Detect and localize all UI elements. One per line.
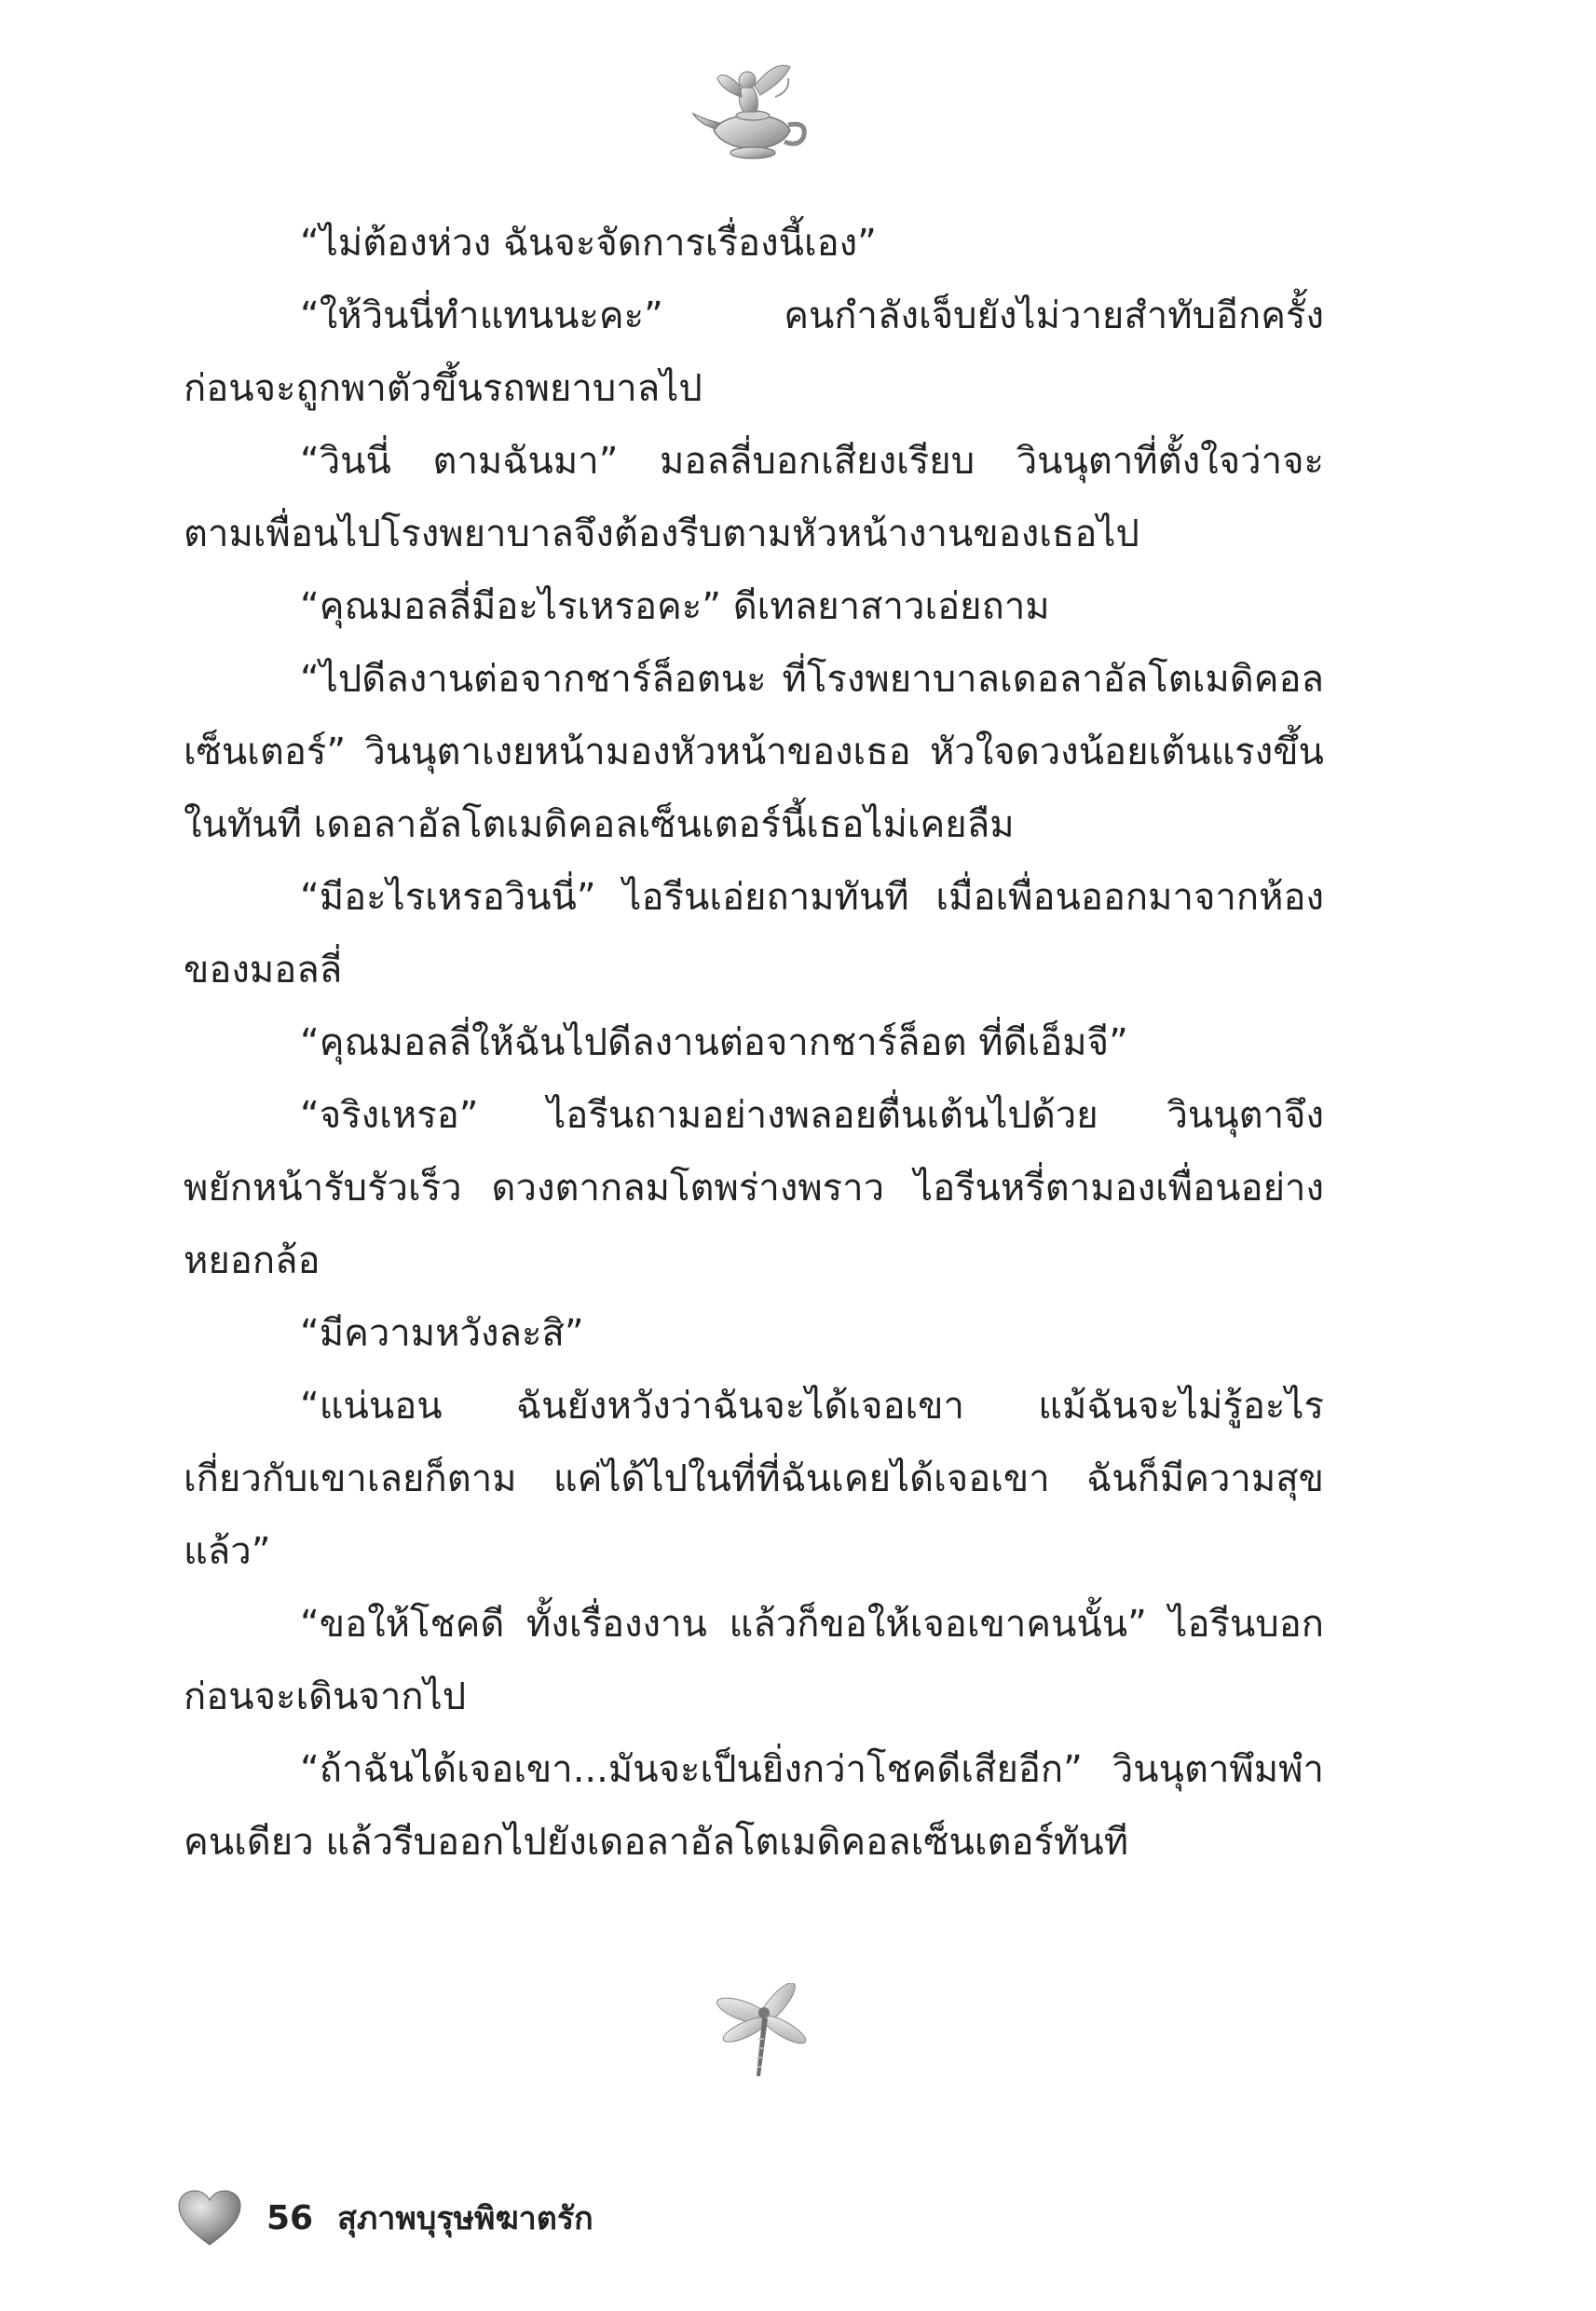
- dragonfly-icon: [710, 1983, 812, 2085]
- paragraph-line: ในทันที เดอลาอัลโตเมดิคอลเซ็นเตอร์นี้เธอไม่เคยลืม: [184, 803, 1015, 846]
- paragraph-line: เซ็นเตอร์” วินนุตาเงยหน้ามองหัวหน้าของเธอ หัวใจดวงน้อยเต้นแรงขึ้น: [184, 731, 1324, 773]
- paragraph-line: “จริงเหรอ” ไอรีนถามอย่างพลอยตื่นเต้นไปด้วย วินนุตาจึง: [300, 1094, 1324, 1137]
- cupid-on-teapot-icon: [686, 54, 816, 166]
- paragraph-line: “มีอะไรเหรอวินนี่” ไอรีนเอ่ยถามทันที เมื่อเพื่อนออกมาจากห้อง: [300, 876, 1324, 919]
- paragraph-line: “ไม่ต้องห่วง ฉันจะจัดการเรื่องนี้เอง”: [300, 222, 877, 265]
- paragraph-line: “ถ้าฉันได้เจอเขา...มันจะเป็นยิ่งกว่าโชคดีเสียอีก” วินนุตาพึมพำ: [300, 1748, 1324, 1791]
- paragraph-line: เกี่ยวกับเขาเลยก็ตาม แค่ได้ไปในที่ที่ฉันเคยได้เจอเขา ฉันก็มีความสุข: [184, 1457, 1324, 1500]
- paragraph-line: ก่อนจะเดินจากไป: [184, 1675, 467, 1718]
- paragraph-line: “ให้วินนี่ทำแทนนะคะ” คนกำลังเจ็บยังไม่วายสำทับอีกครั้ง: [300, 294, 1324, 337]
- paragraph-line: “ขอให้โชคดี ทั้งเรื่องงาน แล้วก็ขอให้เจอเขาคนนั้น” ไอรีนบอก: [300, 1603, 1324, 1646]
- paragraph-line: “มีความหวังละสิ”: [300, 1312, 584, 1355]
- paragraph-line: ตามเพื่อนไปโรงพยาบาลจึงต้องรีบตามหัวหน้างานของเธอไป: [184, 513, 1139, 555]
- paragraph-line: “คุณมอลลี่มีอะไรเหรอคะ” ดีเทลยาสาวเอ่ยถาม: [300, 585, 1050, 628]
- paragraph-line: “วินนี่ ตามฉันมา” มอลลี่บอกเสียงเรียบ วินนุตาที่ตั้งใจว่าจะ: [300, 440, 1324, 483]
- paragraph-line: “ไปดีลงานต่อจากชาร์ล็อตนะ ที่โรงพยาบาลเดอลาอัลโตเมดิคอล: [300, 658, 1324, 701]
- paragraph-line: ของมอลลี่: [184, 949, 343, 991]
- paragraph-line: แล้ว”: [184, 1530, 271, 1573]
- paragraph-line: “คุณมอลลี่ให้ฉันไปดีลงานต่อจากชาร์ล็อต ที่ดีเอ็มจี”: [300, 1021, 1128, 1064]
- paragraph-line: พยักหน้ารับรัวเร็ว ดวงตากลมโตพร่างพราว ไอรีนหรี่ตามองเพื่อนอย่าง: [184, 1167, 1324, 1210]
- page-footer: [177, 2190, 593, 2246]
- book-title: สุภาพบุรุษพิฆาตรัก: [337, 2200, 593, 2237]
- paragraph-line: “แน่นอน ฉันยังหวังว่าฉันจะได้เจอเขา แม้ฉันจะไม่รู้อะไร: [300, 1385, 1324, 1428]
- paragraph-line: ก่อนจะถูกพาตัวขึ้นรถพยาบาลไป: [184, 367, 703, 410]
- paragraph-line: หยอกล้อ: [184, 1239, 321, 1282]
- heart-icon: [177, 2189, 242, 2247]
- story-text: [184, 207, 1324, 1879]
- page-number: 56: [266, 2198, 314, 2237]
- paragraph-line: คนเดียว แล้วรีบออกไปยังเดอลาอัลโตเมดิคอลเซ็นเตอร์ทันที: [184, 1821, 1129, 1864]
